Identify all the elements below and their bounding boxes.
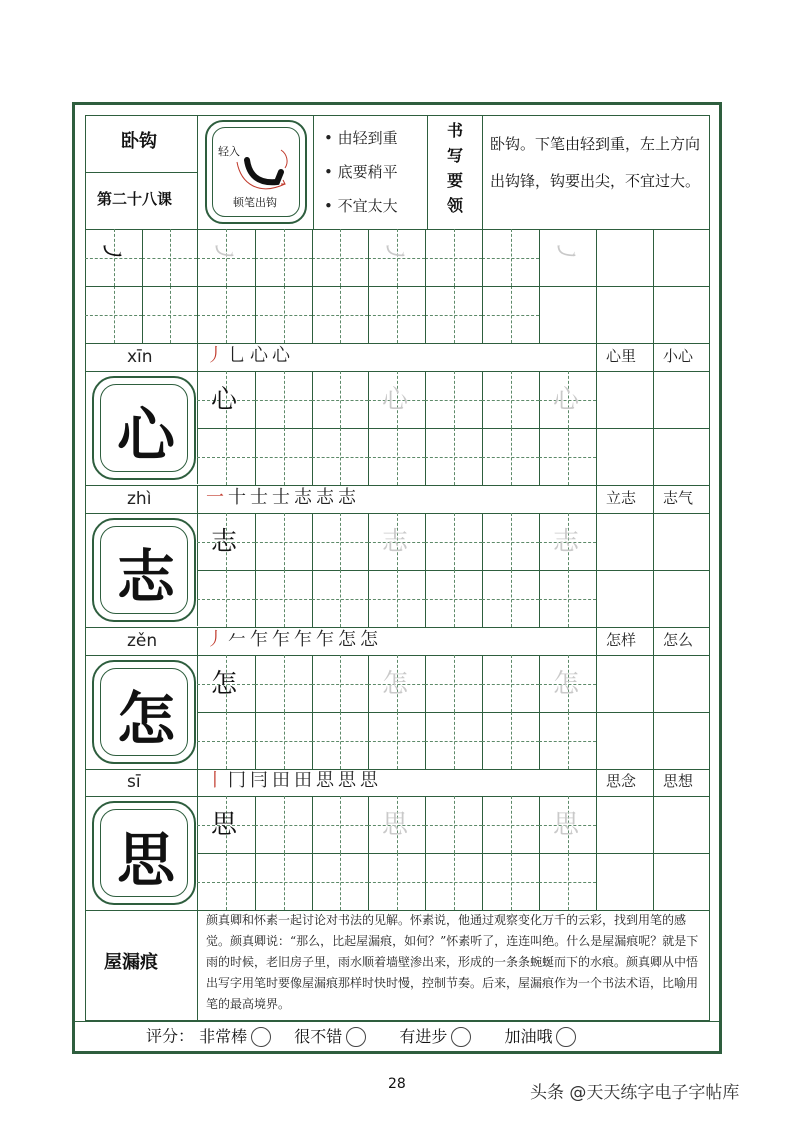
radio-good[interactable]: [346, 1027, 366, 1047]
watermark: 头条 @天天练字电子字帖库: [530, 1083, 740, 1103]
big-character-plaque: [92, 518, 196, 622]
example-word-1: 思念: [606, 772, 637, 790]
pinyin: xīn: [127, 347, 153, 367]
trace-character: 心: [553, 385, 580, 415]
rating-label: 评分：: [146, 1026, 195, 1046]
stroke-step: 丿: [206, 629, 228, 650]
stroke-step: 𠂉: [228, 629, 250, 650]
rating-improving[interactable]: 有进步: [399, 1027, 471, 1046]
trace-character: 怎: [382, 669, 409, 699]
stroke-step: 乍: [272, 629, 294, 650]
big-character-plaque: [92, 660, 196, 764]
trace-character: 怎: [553, 669, 580, 699]
stroke-step: 士: [272, 487, 294, 508]
stroke-step: 乚: [228, 345, 250, 366]
radio-keep-going[interactable]: [556, 1027, 576, 1047]
stroke-step: 怎: [338, 629, 360, 650]
demo-label-end: 顿笔出钩: [233, 196, 277, 209]
stroke-step: 冃: [250, 770, 272, 791]
rating-keep-going[interactable]: 加油哦: [504, 1027, 576, 1046]
stroke-step: 怎: [360, 629, 382, 650]
big-character-plaque: [92, 376, 196, 480]
stroke-name: 卧钩: [121, 131, 157, 152]
big-character-plaque: [92, 801, 196, 905]
pinyin: zhì: [127, 489, 152, 509]
stroke-step: 士: [250, 487, 272, 508]
demo-label-start: 轻入: [218, 145, 240, 158]
stroke-step: 心: [272, 345, 294, 366]
pinyin: sī: [127, 772, 141, 792]
practice-stroke-glyph: ㇃: [382, 238, 409, 268]
trace-character: 志: [382, 527, 409, 557]
trace-character: 思: [553, 810, 580, 840]
stroke-step: 丨: [206, 770, 228, 791]
stroke-step: 乍: [250, 629, 272, 650]
stroke-step: 乍: [294, 629, 316, 650]
stroke-step: 十: [228, 487, 250, 508]
example-word-1: 心里: [606, 347, 637, 365]
example-word-1: 立志: [606, 489, 637, 507]
radio-very-good[interactable]: [251, 1027, 271, 1047]
key-points-text: 卧钩。下笔由轻到重，左上方向出钩锋，钩要出尖，不宜过大。: [490, 135, 701, 190]
model-character: 志: [211, 527, 238, 557]
stroke-step: 田: [272, 770, 294, 791]
big-character: 志: [116, 543, 175, 611]
stroke-step: 志: [338, 487, 360, 508]
stroke-order: [206, 772, 382, 790]
stroke-step: 一: [206, 487, 228, 508]
stroke-step: 冂: [228, 770, 250, 791]
practice-stroke-glyph: ㇃: [553, 238, 580, 268]
tip-3: 不宜太大: [337, 197, 398, 215]
example-word-1: 怎样: [606, 631, 637, 649]
pinyin: zěn: [127, 631, 158, 651]
big-character: 思: [116, 826, 175, 894]
stroke-order: [206, 631, 382, 649]
stroke-step: 思: [360, 770, 382, 791]
story-text: 颜真卿和怀素一起讨论对书法的见解。怀素说，他通过观察变化万千的云彩，找到用笔的感觉。颜真卿说：“那么，比起屋漏痕，如何？”怀素听了，连连叫绝。什么是屋漏痕呢？就是下雨的时候，老旧房子里，雨水顺着墙壁渗出来，形成的一条条蜿蜒而下的水痕。颜真卿从中悟出写字用笔时要像屋漏痕那样时快时慢，控制节奏。后来，屋漏痕作为一个书法术语，比喻用笔的最高境界。: [206, 913, 699, 1011]
stroke-step: 思: [316, 770, 338, 791]
lesson-number: 第二十八课: [97, 190, 173, 208]
stroke-step: 志: [294, 487, 316, 508]
stroke-step: 志: [316, 487, 338, 508]
example-word-2: 志气: [663, 489, 694, 507]
model-character: 心: [211, 385, 238, 415]
example-word-2: 怎么: [663, 631, 694, 649]
example-word-2: 思想: [663, 772, 694, 790]
rating-bar: [146, 1027, 576, 1047]
model-character: 怎: [211, 669, 238, 699]
model-character: 思: [211, 810, 238, 840]
stroke-order: [206, 347, 294, 365]
rating-good[interactable]: 很不错: [294, 1027, 366, 1046]
stroke-order: [206, 489, 360, 507]
trace-character: 志: [553, 527, 580, 557]
practice-stroke-glyph: ㇃: [99, 238, 126, 268]
rating-very-good[interactable]: 非常棒: [199, 1027, 271, 1046]
trace-character: 心: [382, 385, 409, 415]
practice-stroke-glyph: ㇃: [211, 238, 238, 268]
stroke-demo: [205, 120, 307, 224]
stroke-step: 思: [338, 770, 360, 791]
tip-1: 由轻到重: [337, 129, 398, 147]
big-character: 怎: [116, 685, 175, 753]
stroke-step: 田: [294, 770, 316, 791]
stroke-step: 乍: [316, 629, 338, 650]
tip-2: 底要稍平: [337, 163, 398, 181]
story-title: 屋漏痕: [104, 952, 158, 973]
big-character: 心: [116, 401, 175, 469]
radio-improving[interactable]: [451, 1027, 471, 1047]
page-number: 28: [388, 1076, 406, 1092]
trace-character: 思: [382, 810, 409, 840]
stroke-step: 丿: [206, 345, 228, 366]
stroke-step: 心: [250, 345, 272, 366]
example-word-2: 小心: [663, 347, 694, 365]
